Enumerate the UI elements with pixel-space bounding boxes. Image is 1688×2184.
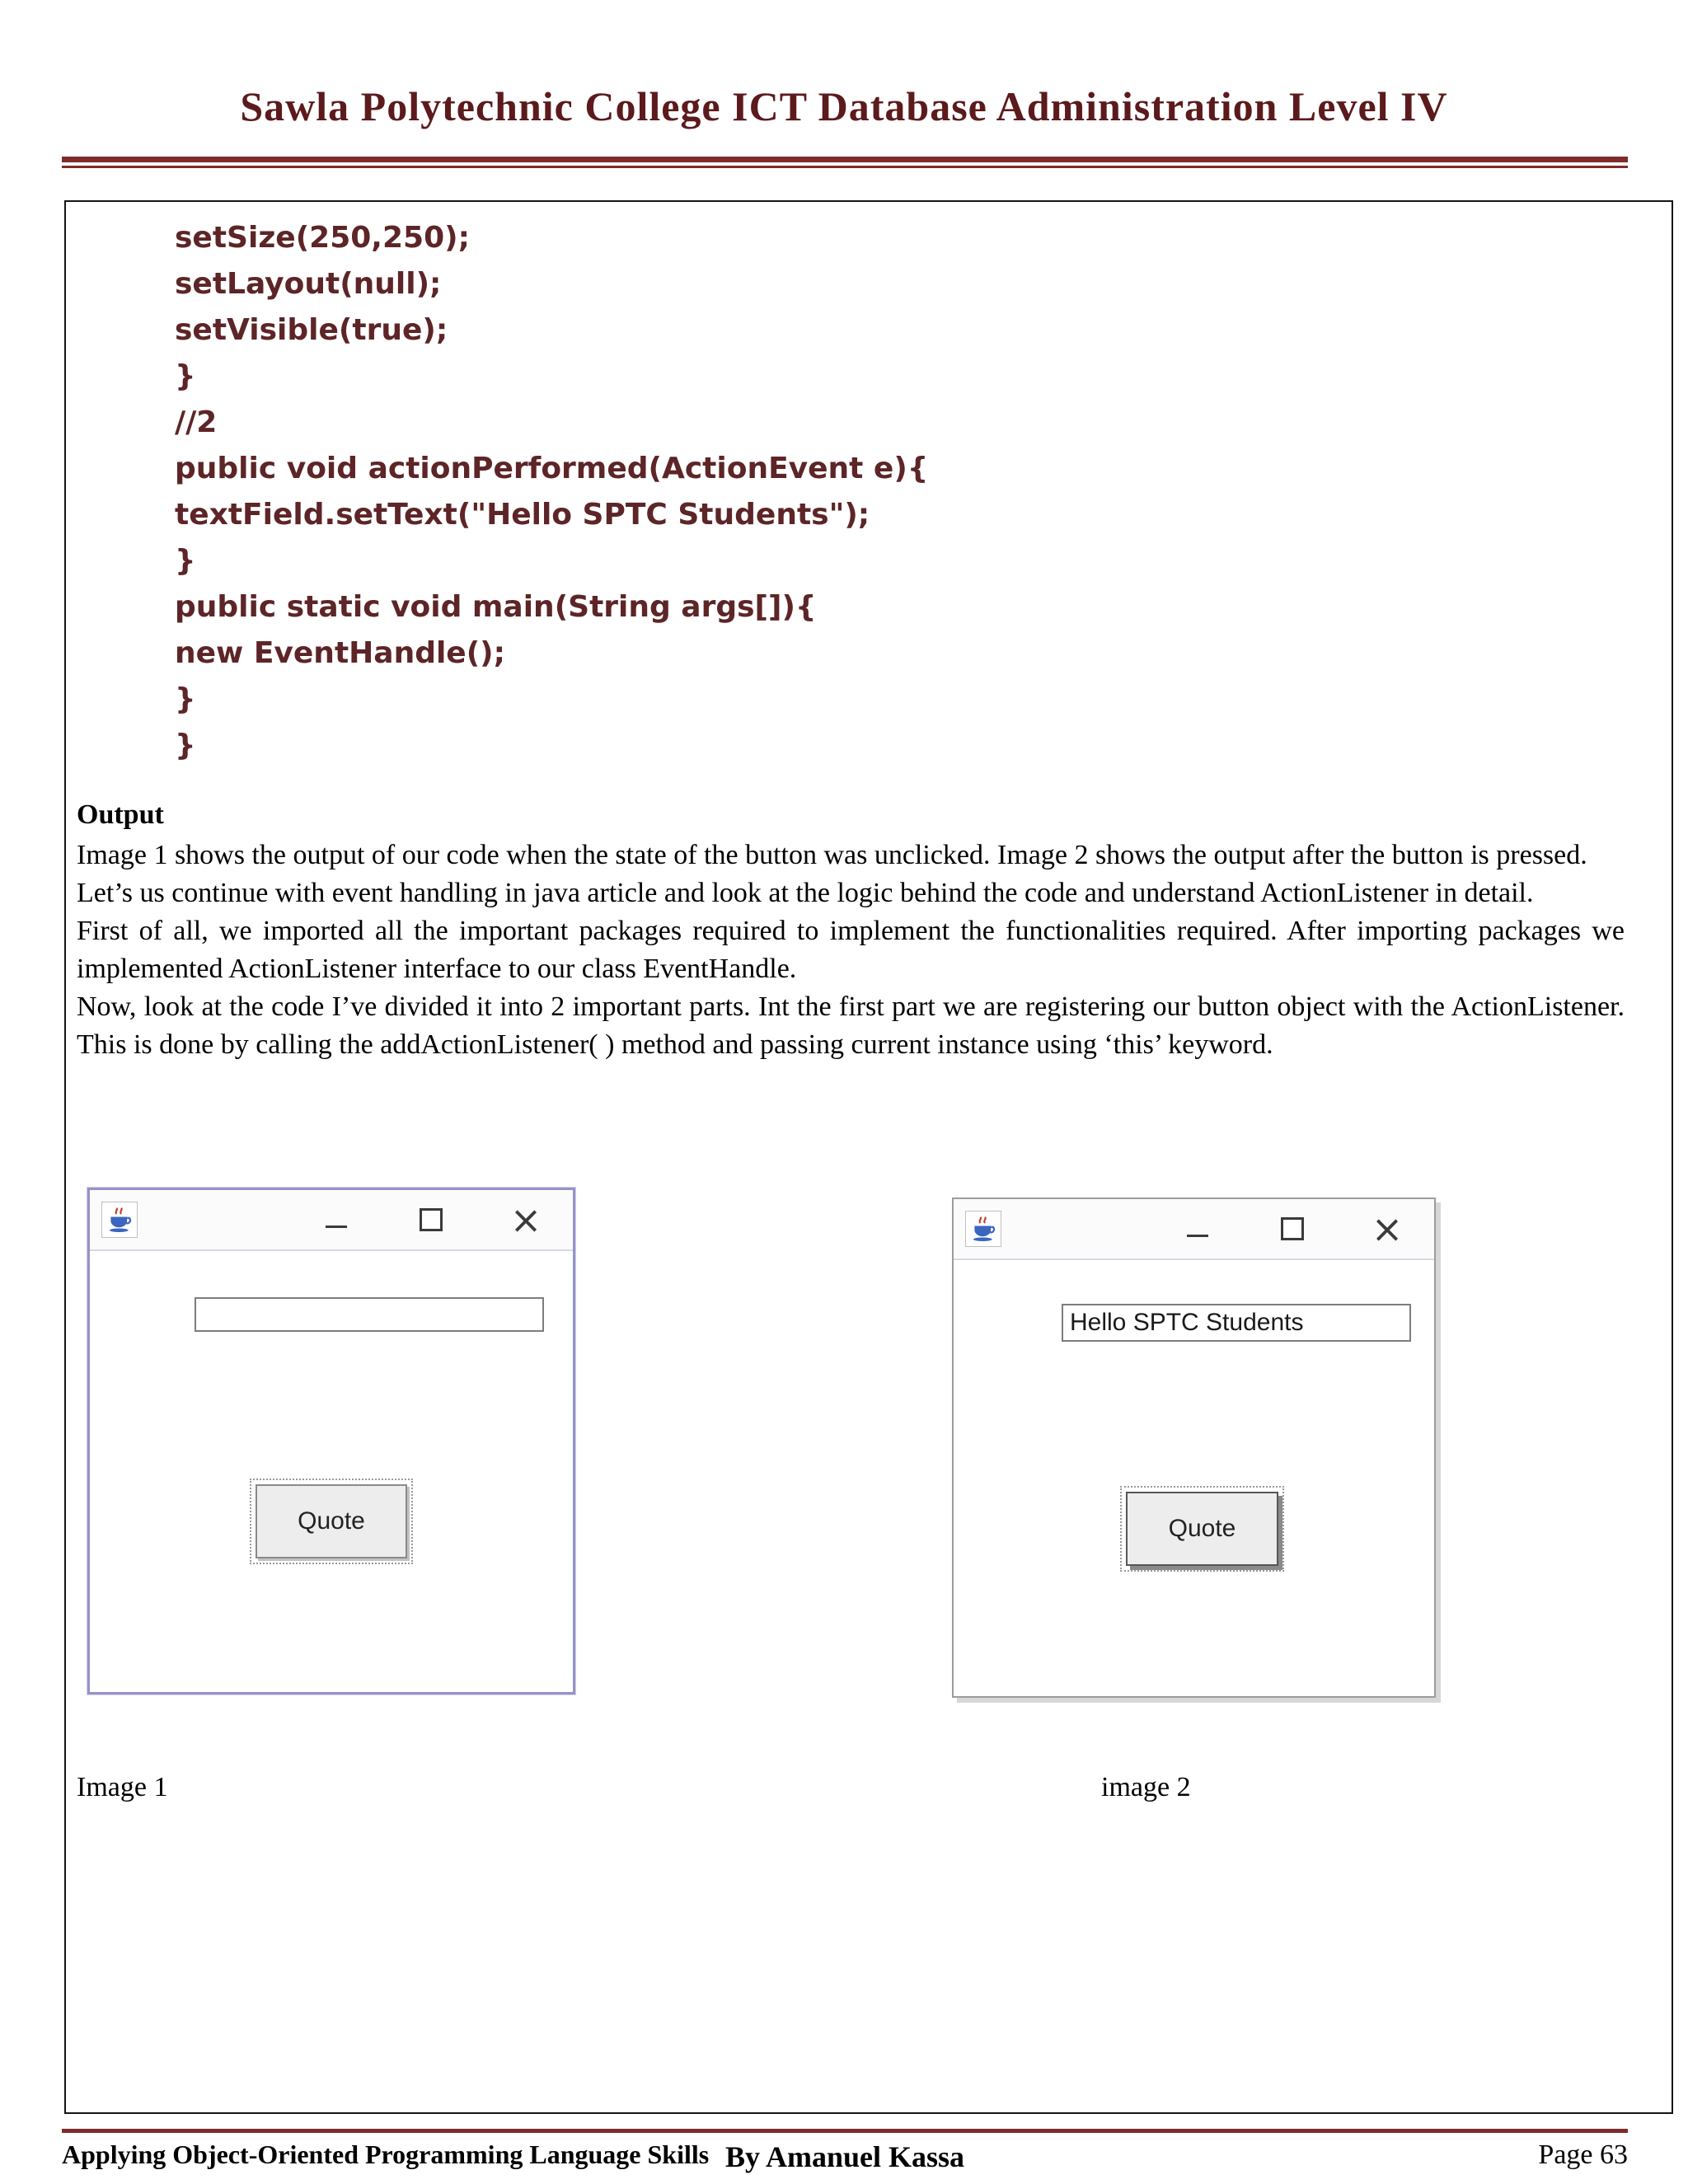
minimize-icon[interactable] bbox=[1185, 1216, 1210, 1241]
footer-divider bbox=[62, 2129, 1628, 2133]
window2-titlebar bbox=[954, 1199, 1434, 1260]
paragraph: First of all, we imported all the important packages required to implement the functionalities required. After importing packages we implemented ActionListener interface to our class EventHandle. bbox=[77, 916, 1625, 984]
paragraph: Let’s us continue with event handling in java article and look at the logic behind the code and understand ActionListener in detail. bbox=[77, 878, 1534, 908]
minimize-icon[interactable] bbox=[324, 1207, 349, 1232]
code-line: setLayout(null); bbox=[175, 267, 442, 301]
code-line: textField.setText("Hello SPTC Students"); bbox=[175, 498, 870, 532]
footer-course-title: Applying Object-Oriented Programming Language Skills bbox=[62, 2139, 710, 2169]
window1-titlebar bbox=[90, 1190, 573, 1251]
window1-controls bbox=[324, 1197, 573, 1242]
java-icon bbox=[101, 1202, 138, 1238]
java-window-1 bbox=[87, 1188, 575, 1694]
image2-caption: image 2 bbox=[1101, 1772, 1191, 1802]
header-divider-thick bbox=[62, 157, 1628, 162]
header-divider bbox=[62, 157, 1628, 168]
code-line: } bbox=[175, 729, 196, 762]
footer-author: By Amanuel Kassa bbox=[724, 2140, 965, 2173]
content-box bbox=[64, 200, 1673, 2114]
code-line: setVisible(true); bbox=[175, 313, 448, 347]
output-heading: Output bbox=[77, 799, 164, 830]
code-line: //2 bbox=[175, 405, 218, 439]
header-divider-thin bbox=[62, 166, 1628, 168]
footer bbox=[62, 2139, 1628, 2171]
code-line: } bbox=[175, 544, 196, 578]
quote-textfield-2[interactable] bbox=[1062, 1304, 1411, 1342]
page-title: Sawla Polytechnic College ICT Database Administration Level IV bbox=[240, 83, 1448, 129]
paragraph: Now, look at the code I’ve divided it into 2 important parts. Int the first part we are registering our button object with the ActionListener. This is done by calling the addActionListener( ) method and passing current instance using ‘this’ keyword. bbox=[77, 991, 1625, 1060]
maximize-icon[interactable] bbox=[1280, 1216, 1305, 1241]
close-icon[interactable]: × bbox=[509, 1197, 542, 1242]
code-block bbox=[175, 215, 928, 769]
code-line: } bbox=[175, 359, 196, 393]
code-line: public static void main(String args[]){ bbox=[175, 590, 817, 624]
quote-button-2[interactable]: Quote bbox=[1126, 1492, 1278, 1566]
java-icon bbox=[965, 1211, 1001, 1247]
quote-textfield-1[interactable] bbox=[195, 1297, 544, 1332]
footer-page-number: Page 63 bbox=[1538, 2139, 1628, 2170]
maximize-icon[interactable] bbox=[419, 1207, 443, 1232]
java-window-2 bbox=[952, 1197, 1436, 1698]
code-line: setSize(250,250); bbox=[175, 221, 470, 255]
window2-controls bbox=[1185, 1207, 1434, 1251]
code-line: public void actionPerformed(ActionEvent e){ bbox=[175, 452, 929, 485]
image1-caption: Image 1 bbox=[77, 1772, 168, 1802]
code-line: new EventHandle(); bbox=[175, 636, 506, 670]
code-line: } bbox=[175, 682, 196, 716]
output-section bbox=[77, 797, 1625, 1064]
quote-button-1[interactable]: Quote bbox=[256, 1484, 407, 1558]
paragraph: Image 1 shows the output of our code when the state of the button was unclicked. Image 2 shows the output after the button is pressed. bbox=[77, 840, 1587, 870]
close-icon[interactable]: × bbox=[1371, 1207, 1404, 1251]
